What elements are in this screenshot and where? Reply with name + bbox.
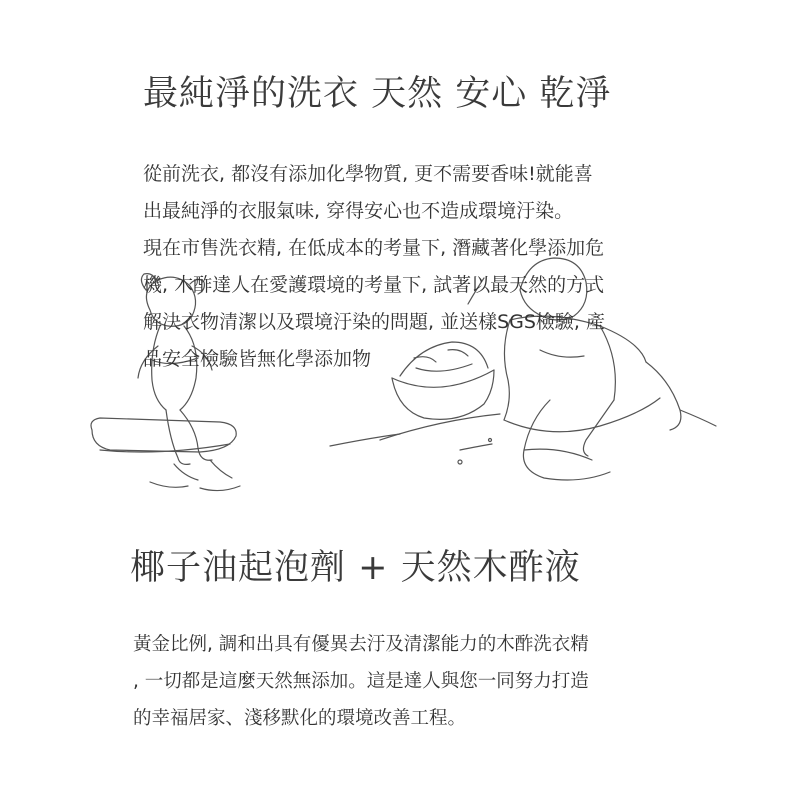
intro-line: 出最純淨的衣服氣味, 穿得安心也不造成環境汙染。 <box>143 200 574 222</box>
ingredients-line: , 一切都是這麼天然無添加。這是達人與您一同努力打造 <box>133 671 589 692</box>
ingredients-line: 黃金比例, 調和出具有優異去汙及清潔能力的木酢洗衣精 <box>133 634 589 655</box>
ingredients-paragraph <box>133 626 589 737</box>
intro-line: 現在市售洗衣精, 在低成本的考量下, 潛藏著化學添加危 <box>143 237 605 259</box>
section-title-ingredients: 椰子油起泡劑 + 天然木酢液 <box>130 548 581 588</box>
section-title-pure-laundry: 最純淨的洗衣 天然 安心 乾淨 <box>143 74 612 114</box>
intro-line: 品安全檢驗皆無化學添加物 <box>143 348 372 370</box>
intro-line: 機, 木酢達人在愛護環境的考量下, 試著以最天然的方式 <box>143 274 605 296</box>
ingredients-line: 的幸福居家、淺移默化的環境改善工程。 <box>133 708 467 729</box>
intro-line: 從前洗衣, 都沒有添加化學物質, 更不需要香味!就能喜 <box>143 163 593 185</box>
intro-line: 解決衣物清潔以及環境汙染的問題, 並送樣SGS檢驗, 產 <box>143 311 606 333</box>
intro-paragraph <box>143 156 605 378</box>
